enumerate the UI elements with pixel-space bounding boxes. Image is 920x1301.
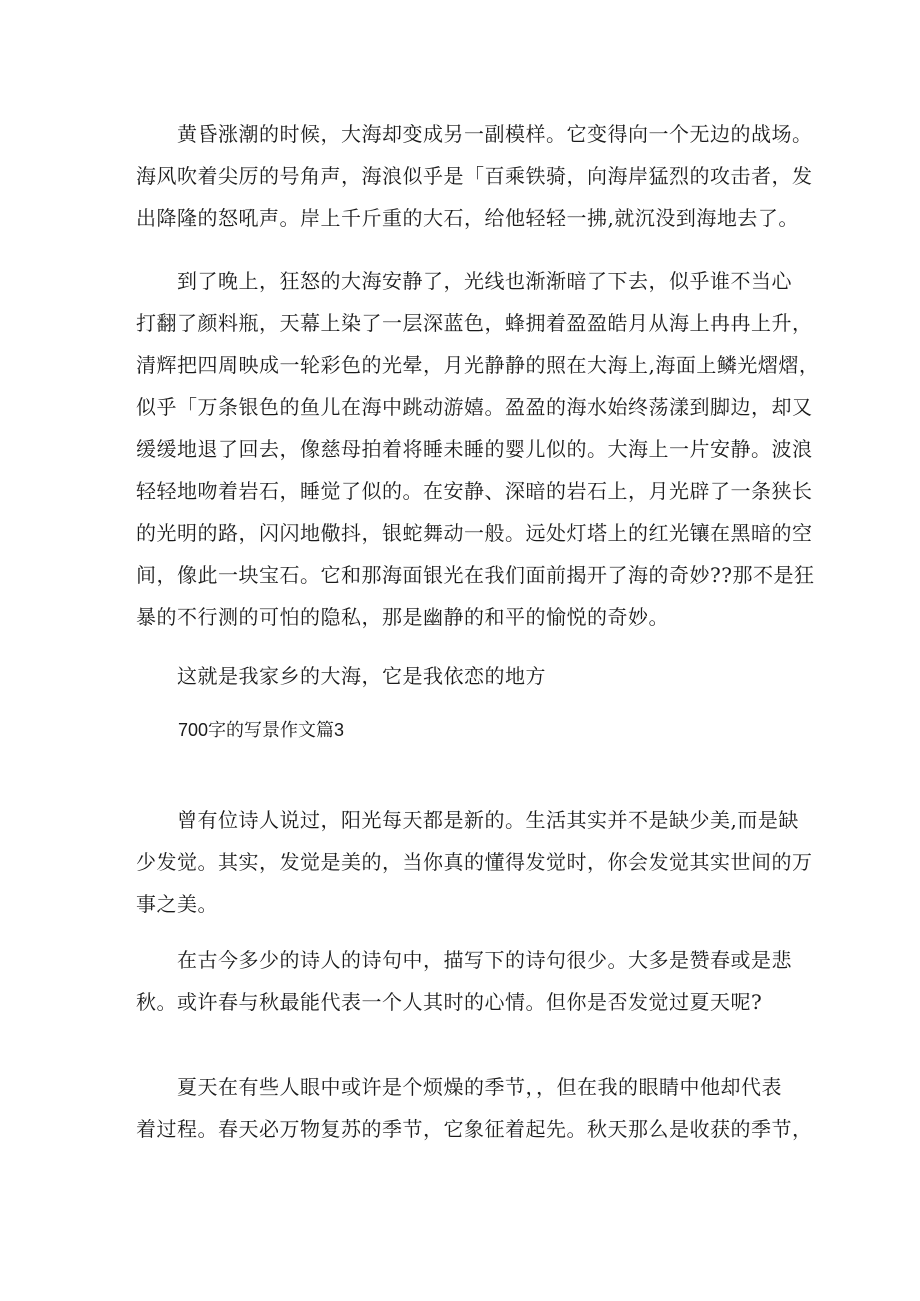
text-line: 出降隆的怒吼声。岸上千斤重的大石，给他轻轻一拂,就沉没到海地去了。 — [136, 206, 799, 230]
text-line: 打翻了颜料瓶，天幕上染了一层深蓝色，蜂拥着盈盈皓月从海上冉冉上升， — [136, 311, 813, 335]
text-line: 清辉把四周映成一轮彩色的光晕，月光静静的照在大海上,海面上鳞光熠熠， — [136, 353, 820, 377]
section-heading: 700字的写景作文篇3 — [178, 720, 345, 740]
text-line: 间，像此一块宝石。它和那海面银光在我们面前揭开了海的奇妙??那不是狂 — [136, 563, 815, 587]
text-line: 的光明的路，闪闪地儆抖，银蛇舞动一般。远处灯塔上的红光镶在黑暗的空 — [136, 521, 813, 545]
text-line: 夏天在有些人眼中或许是个烦燥的季节，，但在我的眼睛中他却代表 — [136, 1075, 782, 1099]
text-line: 海风吹着尖厉的号角声，海浪似乎是「百乘铁骑，向海岸猛烈的攻击者，发 — [136, 164, 813, 188]
text-line: 暴的不行测的可怕的隐私，那是幽静的和平的愉悦的奇妙。 — [136, 605, 669, 629]
text-line: 到了晚上，狂怒的大海安静了，光线也渐渐暗了下去，似乎谁不当心 — [136, 269, 792, 293]
text-line: 轻轻地吻着岩石，睡觉了似的。在安静、深暗的岩石上，月光辟了一条狭长 — [136, 479, 813, 503]
text-line: 事之美。 — [136, 892, 218, 916]
text-line: 黄昏涨潮的时候，大海却变成另一副模样。它变得向一个无边的战场。 — [136, 122, 813, 146]
text-line: 在古今多少的诗人的诗句中，描写下的诗句很少。大多是赞春或是悲 — [136, 948, 792, 972]
text-line: 少发觉。其实，发觉是美的，当你真的懂得发觉时，你会发觉其实世间的万 — [136, 850, 813, 874]
text-line: 缓缓地退了回去，像慈母拍着将睡未睡的婴儿似的。大海上一片安静。波浪 — [136, 437, 813, 461]
text-line: 曾有位诗人说过，阳光每天都是新的。生活其实并不是缺少美,而是缺 — [136, 808, 799, 832]
text-line: 着过程。春天必万物复苏的季节，它象征着起先。秋天那么是收获的季节， — [136, 1117, 813, 1141]
text-line: 秋。或许春与秋最能代表一个人其时的心情。但你是否发觉过夏天呢? — [136, 990, 763, 1014]
text-line: 似乎「万条银色的鱼儿在海中跳动游嬉。盈盈的海水始终荡漾到脚边，却又 — [136, 395, 813, 419]
text-line: 这就是我家乡的大海，它是我依恋的地方 — [136, 664, 546, 688]
